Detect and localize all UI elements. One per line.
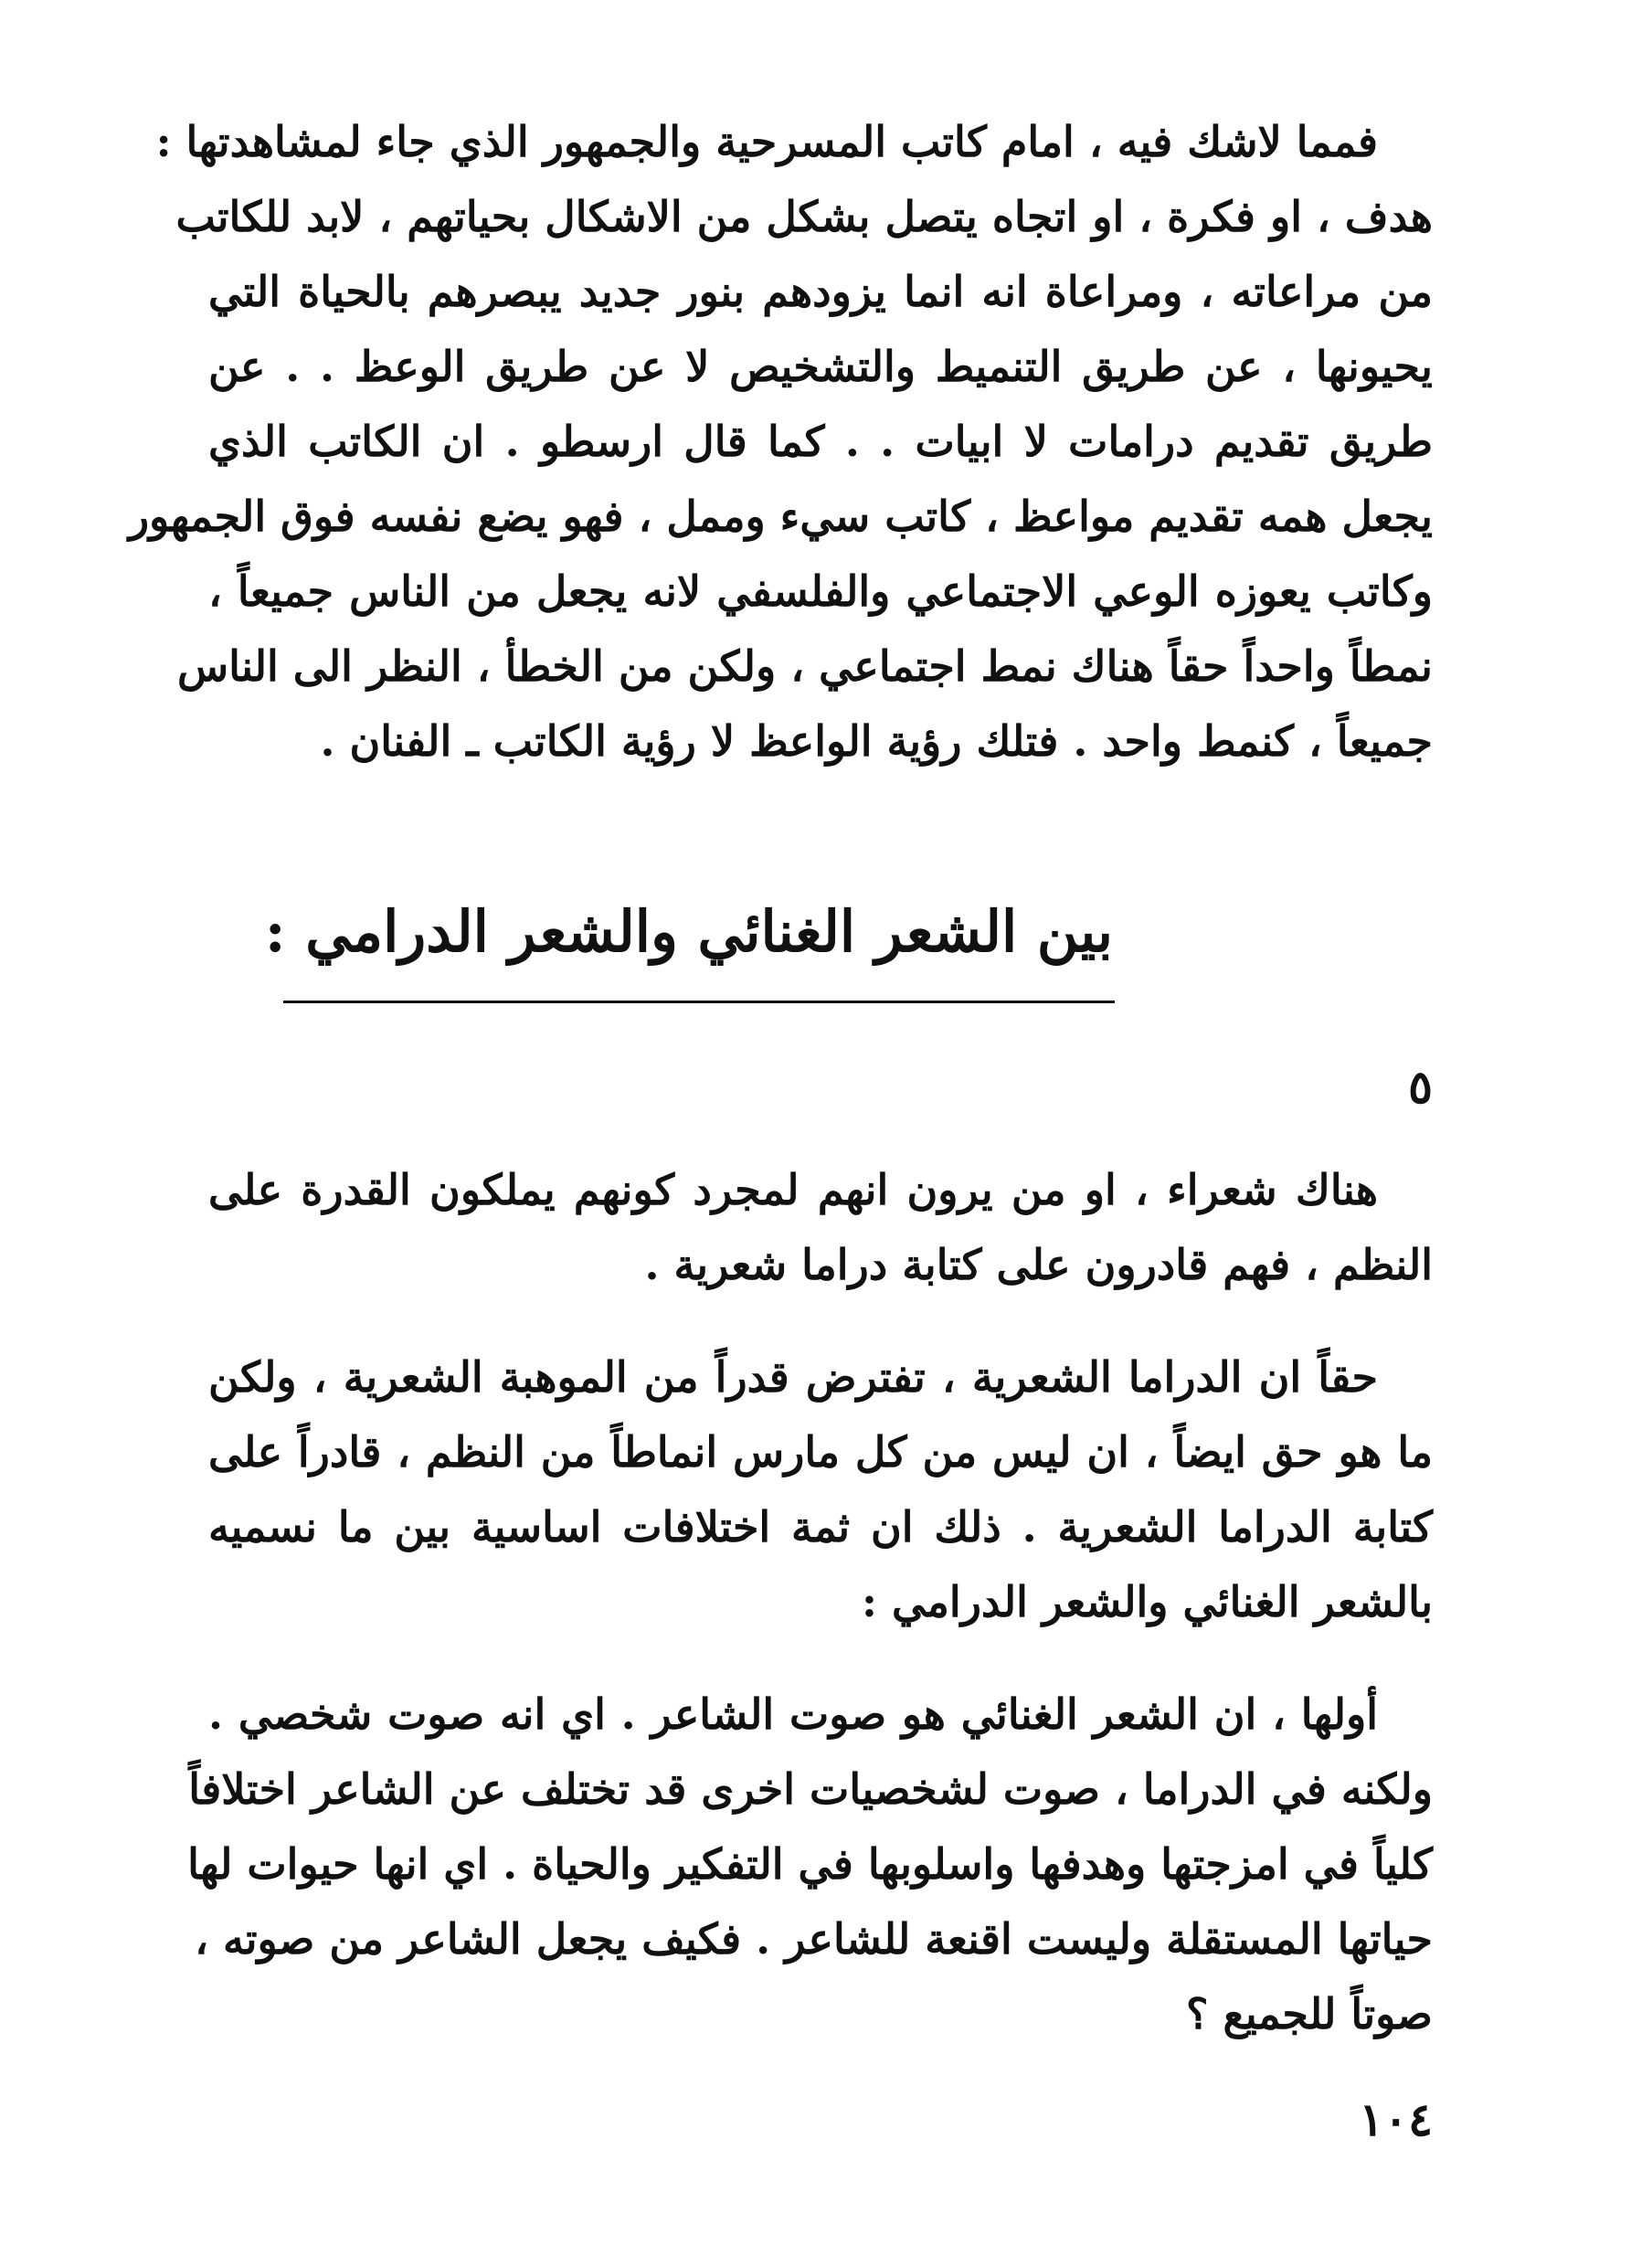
- text-line: وكاتب يعوزه الوعي الاجتماعي والفلسفي لانه يجعل من الناس جميعاً ،: [208, 566, 1433, 616]
- text-line: يجعل همه تقديم مواعظ ، كاتب سيء وممل ، فهو يضع نفسه فوق الجمهور: [128, 492, 1433, 541]
- text-line: نمطاً واحداً حقاً هناك نمط اجتماعي ، ولكن من الخطأ ، النظر الى الناس: [176, 641, 1433, 691]
- text-line: جميعاً ، كنمط واحد . فتلك رؤية الواعظ لا رؤية الكاتب ـ الفنان .: [320, 716, 1433, 766]
- text-line: حياتها المستقلة وليست اقنعة للشاعر . فكيف يجعل الشاعر من صوته ،: [195, 1914, 1433, 1964]
- text-line: النظم ، فهم قادرون على كتابة دراما شعرية .: [644, 1240, 1433, 1289]
- text-line: بالشعر الغنائي والشعر الدرامي :: [861, 1577, 1433, 1626]
- text-line: هدف ، او فكرة ، او اتجاه يتصل بشكل من الاشكال بحياتهم ، لابد للكاتب: [175, 192, 1433, 241]
- text-line: من مراعاته ، ومراعاة انه انما يزودهم بنور جديد يبصرهم بالحياة التي: [208, 267, 1433, 316]
- text-line: كتابة الدراما الشعرية . ذلك ان ثمة اختلافات اساسية بين ما نسميه: [208, 1502, 1433, 1551]
- text-line: طريق تقديم درامات لا ابيات . . كما قال ارسطو . ان الكاتب الذي: [208, 417, 1433, 466]
- page-number: ١٠٤: [1359, 2092, 1433, 2146]
- text-line: أولها ، ان الشعر الغنائي هو صوت الشاعر . اي انه صوت شخصي .: [208, 1689, 1378, 1739]
- text-line: حقاً ان الدراما الشعرية ، تفترض قدراً من الموهبة الشعرية ، ولكن: [208, 1352, 1378, 1402]
- text-line: كلياً في امزجتها وهدفها واسلوبها في التفكير والحياة . اي انها حيوات لها: [187, 1839, 1433, 1889]
- text-line: يحيونها ، عن طريق التنميط والتشخيص لا عن طريق الوعظ . . عن: [208, 342, 1433, 391]
- text-line: ما هو حق ايضاً ، ان ليس من كل مارس انماطاً من النظم ، قادراً على: [208, 1427, 1433, 1477]
- heading-underline: [283, 1001, 1115, 1003]
- text-line: هناك شعراء ، او من يرون انهم لمجرد كونهم يملكون القدرة على: [208, 1165, 1378, 1214]
- text-line: صوتاً للجميع ؟: [1186, 1989, 1433, 2038]
- text-line: فمما لاشك فيه ، امام كاتب المسرحية والجمهور الذي جاء لمشاهدتها :: [155, 117, 1378, 166]
- text-line: ولكنه في الدراما ، صوت لشخصيات اخرى قد تختلف عن الشاعر اختلافاً: [188, 1764, 1433, 1814]
- section-number: ٥: [1408, 1060, 1433, 1114]
- section-heading: بين الشعر الغنائي والشعر الدرامي :: [264, 898, 1113, 965]
